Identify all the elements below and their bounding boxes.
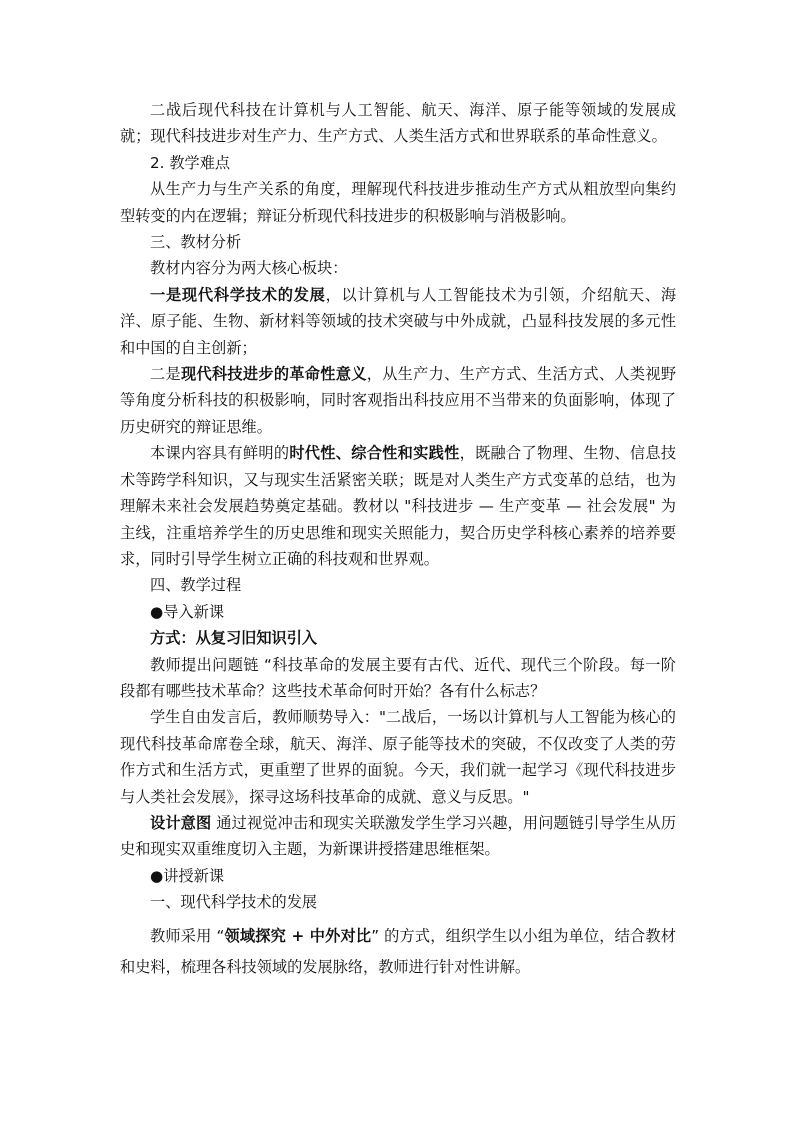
paragraph-question-chain — [120, 652, 676, 705]
paragraph-text: 学生自由发言后，教师顺势导入："二战后，一场以计算机与人工智能为核心的现代科技革命席卷全球，航天、海洋、原子能等技术的突破，不仅改变了人类的劳作方式和生活方式，更重塑了世界的面貌。今天，我们就一起学习《现代科技进步与人类社会发展》，探寻这场科技革命的成就、意义与反思。" — [120, 708, 676, 806]
heading-text: 2. 教学难点 — [150, 153, 231, 172]
heading-text: 三、教材分析 — [150, 233, 242, 252]
heading-introduction — [120, 599, 676, 625]
paragraph-characteristics — [120, 440, 676, 572]
heading-text: ●讲授新课 — [150, 866, 225, 885]
paragraph-text: 通过视觉冲击和现实关联激发学生学习兴趣，用问题链引导学生从历史和现实双重维度切入主题，为新课讲授搭建思维框架。 — [120, 813, 677, 859]
bold-text: 现代科技进步的革命性意义 — [180, 365, 367, 384]
paragraph-text: ” 的方式，组织学生以小组为单位，结合教材和史料，梳理各科技领域的发展脉络，教师进行针对性讲解。 — [120, 926, 676, 976]
bold-text: 领域探究 + 中外对比 — [224, 926, 372, 945]
heading-teaching-process — [120, 572, 676, 598]
paragraph-textbook-intro — [120, 255, 676, 281]
bold-text: 一是现代科学技术的发展 — [150, 285, 326, 304]
paragraph-text: 二是 — [150, 365, 181, 384]
paragraph-text: 教师提出问题链 “科技革命的发展主要有古代、近代、现代三个阶段。每一阶段都有哪些技术革命？这些技术革命何时开始？各有什么标志？ — [120, 655, 676, 700]
paragraph-text: 本课内容具有鲜明的 — [150, 444, 290, 463]
bold-text: 时代性、综合性和实践性 — [289, 444, 460, 463]
paragraph-teaching-method — [120, 921, 676, 983]
paragraph-text: ，以计算机与人工智能技术为引领，介绍航天、海洋、原子能、生物、新材料等领域的技术突破与中外成就，凸显科技发展的多元性和中国的自主创新； — [120, 285, 677, 357]
heading-text: ●导入新课 — [150, 602, 225, 621]
heading-method — [120, 625, 676, 651]
bold-text: 设计意图 — [150, 813, 212, 832]
paragraph-text: 二战后现代科技在计算机与人工智能、航天、海洋、原子能等领域的发展成就；现代科技进步对生产力、生产方式、人类生活方式和世界联系的革命性意义。 — [120, 101, 676, 146]
heading-section-development — [120, 889, 676, 915]
document-body — [120, 97, 676, 983]
paragraph-text: 教材内容分为两大核心板块： — [150, 259, 348, 278]
paragraph-design-intent — [120, 810, 676, 863]
paragraph-difficulty — [120, 176, 676, 229]
paragraph-text: 从生产力与生产关系的角度，理解现代科技进步推动生产方式从粗放型向集约型转变的内在逻辑；辩证分析现代科技进步的积极影响与消极影响。 — [120, 180, 676, 225]
paragraph-text: ，从生产力、生产方式、生活方式、人类视野等角度分析科技的积极影响，同时客观指出科技应用不当带来的负面影响，体现了历史研究的辩证思维。 — [120, 365, 677, 436]
heading-text: 一、现代科学技术的发展 — [150, 893, 318, 912]
paragraph-text: ，既融合了物理、生物、信息技术等跨学科知识，又与现实生活紧密关联；既是对人类生产方式变革的总结，也为理解未来社会发展趋势奠定基础。教材以 "科技进步 — 生产变革 — 社会发展" 为主线，注重培养学生的历史思维和现实关照能力，契合历史学科核心素养的培养要求，同时引导学生树立正确的科技观和世界观。 — [120, 444, 677, 568]
paragraph-key-points — [120, 97, 676, 150]
heading-text: 方式：从复习旧知识引入 — [150, 629, 318, 648]
heading-new-lesson — [120, 863, 676, 889]
heading-text: 四、教学过程 — [150, 576, 242, 595]
heading-textbook-analysis — [120, 229, 676, 255]
heading-teaching-difficulty — [120, 150, 676, 176]
paragraph-text: 教师采用 “ — [150, 926, 225, 945]
paragraph-section-two — [120, 361, 676, 440]
paragraph-section-one — [120, 282, 676, 361]
paragraph-lead-in — [120, 704, 676, 810]
